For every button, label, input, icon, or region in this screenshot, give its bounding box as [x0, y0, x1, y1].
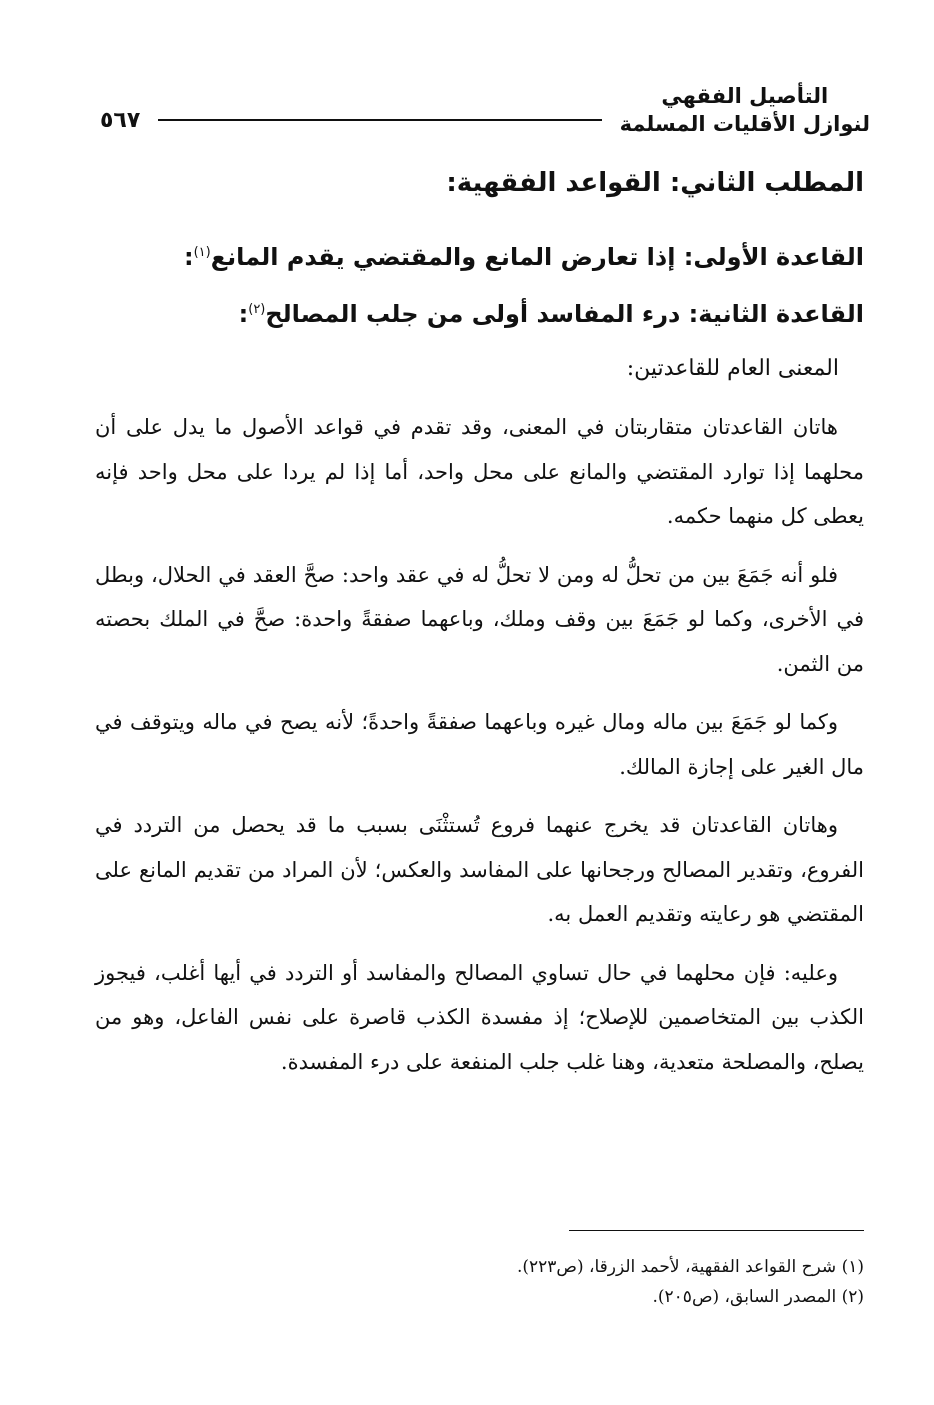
paragraph: وعليه: فإن محلهما في حال تساوي المصالح والمفاسد أو التردد في أيها أغلب، فيجوز الكذب بين المتخاصمين للإصلاح؛ إذ مفسدة الكذب قاصرة على نفس الفاعل، وهو من يصلح، والمصلحة متعدية، وهنا غلب جلب المنفعة على درء المفسدة.	[95, 960, 864, 1074]
footnote-1: (١) شرح القواعد الفقهية، لأحمد الزرقا، (ص٢٢٣).	[516, 1257, 864, 1277]
rule-heading-2-text: القاعدة الثانية: درء المفاسد أولى من جلب المصالح	[265, 300, 864, 328]
footnote-ref-1[interactable]: (١)	[193, 245, 211, 260]
section-title: المطلب الثاني: القواعد الفقهية:	[446, 168, 864, 198]
body-text	[95, 405, 864, 1098]
paragraph: هاتان القاعدتان متقاربتان في المعنى، وقد تقدم في قواعد الأصول ما يدل على أن محلهما إذا توارد المقتضي والمانع على محل واحد، أما إذا لم يردا على محل واحد فإنه يعطى كل منهما حكمه.	[95, 415, 864, 528]
subheading: المعنى العام للقاعدتين:	[626, 356, 839, 381]
paragraph: وهاتان القاعدتان قد يخرج عنهما فروع تُستثْنَى بسبب ما قد يحصل من التردد في الفروع، وتقدير المصالح ورجحانها على المفاسد والعكس؛ لأن المراد من تقديم المانع على المقتضي هو رعايته وتقديم العمل به.	[95, 813, 864, 926]
footnotes	[95, 1252, 864, 1312]
footnote-divider	[569, 1230, 864, 1231]
paragraph: وكما لو جَمَعَ بين ماله ومال غيره وباعهما صفقةً واحدةً؛ لأنه يصح في ماله ويتوقف في مال الغير على إجازة المالك.	[95, 710, 864, 779]
page-number: ٥٦٧	[100, 107, 141, 133]
rule-heading-1-text: القاعدة الأولى: إذا تعارض المانع والمقتضي يقدم المانع	[210, 243, 864, 271]
footnote-2: (٢) المصدر السابق، (ص٢٠٥).	[652, 1287, 864, 1307]
book-title-line1: التأصيل الفقهي	[661, 84, 829, 108]
paragraph: فلو أنه جَمَعَ بين من تحلُّ له ومن لا تحلُّ له في عقد واحد: صحَّ العقد في الحلال، وبطل في الأخرى، وكما لو جَمَعَ بين وقف وملك، وباعهما صفقةً واحدة: صحَّ في الملك بحصته من الثمن.	[95, 562, 864, 676]
running-header	[100, 70, 870, 150]
header-divider	[158, 119, 601, 121]
rule-heading-1-tail: :	[183, 243, 194, 271]
rule-heading-2	[60, 300, 864, 328]
rule-heading-1	[60, 243, 864, 271]
rule-heading-2-tail: :	[238, 300, 249, 328]
footnote-ref-2[interactable]: (٢)	[248, 302, 266, 317]
book-title-line2: لنوازل الأقليات المسلمة	[619, 112, 870, 136]
book-title	[620, 82, 870, 138]
